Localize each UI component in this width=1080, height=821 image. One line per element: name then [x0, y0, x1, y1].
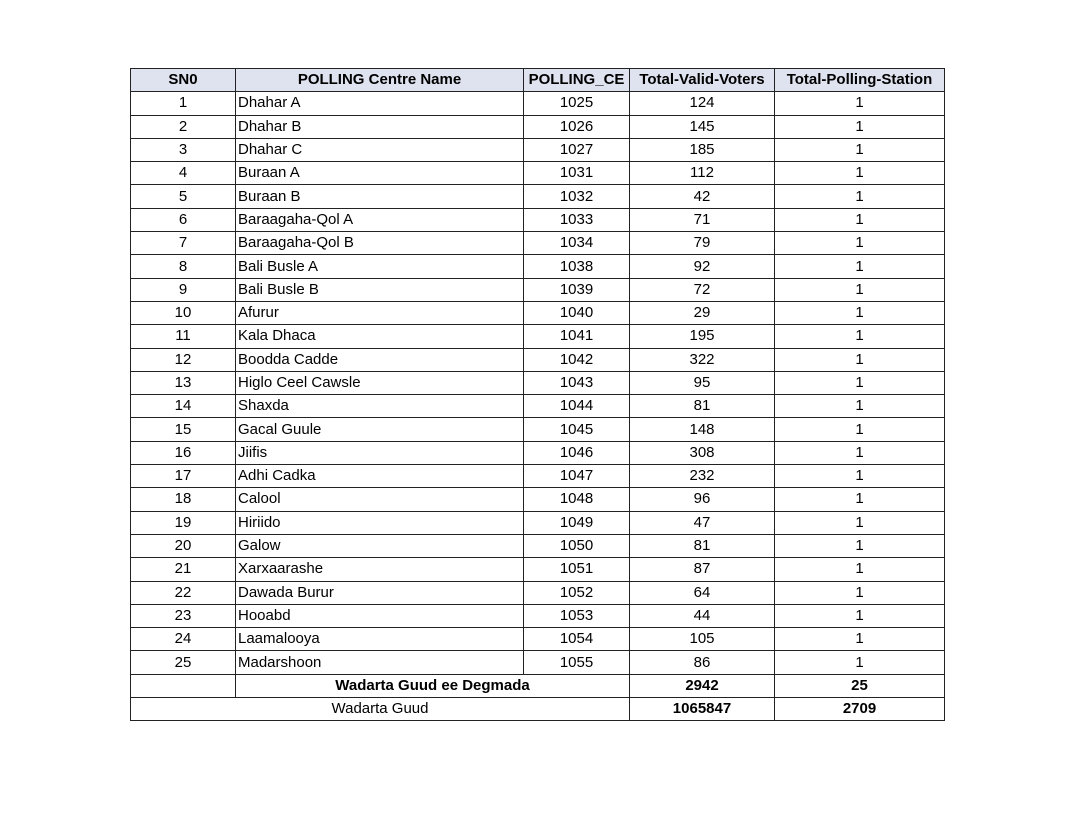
cell-polling-stations: 1 [775, 465, 945, 488]
cell-centre-code: 1049 [524, 511, 630, 534]
cell-valid-voters: 86 [630, 651, 775, 674]
cell-sn: 6 [131, 208, 236, 231]
cell-polling-stations: 1 [775, 301, 945, 324]
cell-centre-code: 1025 [524, 92, 630, 115]
cell-centre-name: Bali Busle B [236, 278, 524, 301]
cell-valid-voters: 322 [630, 348, 775, 371]
cell-polling-stations: 1 [775, 441, 945, 464]
polling-centres-table [130, 68, 945, 721]
cell-valid-voters: 96 [630, 488, 775, 511]
cell-centre-code: 1042 [524, 348, 630, 371]
cell-polling-stations: 1 [775, 371, 945, 394]
cell-sn: 16 [131, 441, 236, 464]
cell-valid-voters: 29 [630, 301, 775, 324]
table-row [131, 395, 945, 418]
header-row [131, 69, 945, 92]
cell-valid-voters: 64 [630, 581, 775, 604]
cell-centre-name: Higlo Ceel Cawsle [236, 371, 524, 394]
cell-centre-name: Jiifis [236, 441, 524, 464]
table-row [131, 348, 945, 371]
cell-valid-voters: 148 [630, 418, 775, 441]
cell-valid-voters: 232 [630, 465, 775, 488]
cell-centre-code: 1054 [524, 628, 630, 651]
cell-centre-code: 1051 [524, 558, 630, 581]
header-centre-code: POLLING_CE [524, 69, 630, 92]
cell-polling-stations: 1 [775, 138, 945, 161]
cell-sn: 4 [131, 162, 236, 185]
table-row [131, 465, 945, 488]
cell-centre-name: Buraan B [236, 185, 524, 208]
cell-centre-name: Dawada Burur [236, 581, 524, 604]
cell-centre-code: 1027 [524, 138, 630, 161]
table-row [131, 232, 945, 255]
cell-valid-voters: 95 [630, 371, 775, 394]
cell-sn: 25 [131, 651, 236, 674]
cell-polling-stations: 1 [775, 604, 945, 627]
cell-sn: 21 [131, 558, 236, 581]
cell-sn: 1 [131, 92, 236, 115]
cell-sn: 22 [131, 581, 236, 604]
cell-centre-code: 1050 [524, 534, 630, 557]
header-sn: SN0 [131, 69, 236, 92]
cell-centre-name: Buraan A [236, 162, 524, 185]
table-row [131, 441, 945, 464]
grand-total-stations: 2709 [775, 698, 945, 721]
table-row [131, 301, 945, 324]
cell-centre-code: 1048 [524, 488, 630, 511]
district-total-voters: 2942 [630, 674, 775, 697]
cell-polling-stations: 1 [775, 278, 945, 301]
cell-centre-code: 1044 [524, 395, 630, 418]
cell-polling-stations: 1 [775, 208, 945, 231]
cell-centre-code: 1046 [524, 441, 630, 464]
cell-centre-code: 1038 [524, 255, 630, 278]
cell-sn: 20 [131, 534, 236, 557]
cell-sn: 13 [131, 371, 236, 394]
cell-centre-name: Madarshoon [236, 651, 524, 674]
district-total-label: Wadarta Guud ee Degmada [236, 674, 630, 697]
cell-valid-voters: 185 [630, 138, 775, 161]
cell-valid-voters: 145 [630, 115, 775, 138]
cell-centre-code: 1040 [524, 301, 630, 324]
cell-centre-code: 1041 [524, 325, 630, 348]
cell-polling-stations: 1 [775, 651, 945, 674]
cell-polling-stations: 1 [775, 558, 945, 581]
cell-valid-voters: 79 [630, 232, 775, 255]
table-row [131, 325, 945, 348]
cell-valid-voters: 124 [630, 92, 775, 115]
header-centre-name: POLLING Centre Name [236, 69, 524, 92]
cell-centre-name: Dhahar A [236, 92, 524, 115]
cell-centre-name: Calool [236, 488, 524, 511]
cell-sn: 3 [131, 138, 236, 161]
cell-centre-name: Xarxaarashe [236, 558, 524, 581]
cell-centre-name: Laamalooya [236, 628, 524, 651]
cell-centre-code: 1055 [524, 651, 630, 674]
cell-polling-stations: 1 [775, 185, 945, 208]
cell-polling-stations: 1 [775, 488, 945, 511]
cell-centre-name: Hiriido [236, 511, 524, 534]
cell-polling-stations: 1 [775, 628, 945, 651]
cell-valid-voters: 92 [630, 255, 775, 278]
cell-polling-stations: 1 [775, 581, 945, 604]
cell-valid-voters: 112 [630, 162, 775, 185]
cell-centre-name: Shaxda [236, 395, 524, 418]
table-row [131, 628, 945, 651]
cell-centre-name: Dhahar C [236, 138, 524, 161]
cell-valid-voters: 81 [630, 395, 775, 418]
cell-sn: 8 [131, 255, 236, 278]
table-row [131, 185, 945, 208]
cell-centre-name: Galow [236, 534, 524, 557]
cell-polling-stations: 1 [775, 325, 945, 348]
table-row [131, 92, 945, 115]
cell-sn: 14 [131, 395, 236, 418]
cell-centre-name: Kala Dhaca [236, 325, 524, 348]
table-row [131, 651, 945, 674]
cell-valid-voters: 42 [630, 185, 775, 208]
cell-centre-code: 1031 [524, 162, 630, 185]
cell-centre-name: Gacal Guule [236, 418, 524, 441]
cell-centre-name: Afurur [236, 301, 524, 324]
cell-centre-name: Hooabd [236, 604, 524, 627]
cell-centre-code: 1033 [524, 208, 630, 231]
cell-centre-name: Baraagaha-Qol A [236, 208, 524, 231]
cell-polling-stations: 1 [775, 92, 945, 115]
cell-centre-name: Baraagaha-Qol B [236, 232, 524, 255]
cell-sn: 9 [131, 278, 236, 301]
grand-total-row [131, 698, 945, 721]
cell-polling-stations: 1 [775, 115, 945, 138]
cell-valid-voters: 81 [630, 534, 775, 557]
cell-sn: 15 [131, 418, 236, 441]
table-row [131, 488, 945, 511]
cell-polling-stations: 1 [775, 255, 945, 278]
district-total-blank [131, 674, 236, 697]
cell-centre-name: Dhahar B [236, 115, 524, 138]
table-row [131, 534, 945, 557]
cell-sn: 12 [131, 348, 236, 371]
cell-sn: 23 [131, 604, 236, 627]
table-row [131, 208, 945, 231]
cell-polling-stations: 1 [775, 534, 945, 557]
cell-sn: 10 [131, 301, 236, 324]
cell-sn: 17 [131, 465, 236, 488]
cell-centre-code: 1026 [524, 115, 630, 138]
cell-polling-stations: 1 [775, 348, 945, 371]
table-row [131, 371, 945, 394]
cell-sn: 5 [131, 185, 236, 208]
table-row [131, 581, 945, 604]
cell-sn: 19 [131, 511, 236, 534]
cell-polling-stations: 1 [775, 232, 945, 255]
cell-centre-code: 1045 [524, 418, 630, 441]
cell-valid-voters: 195 [630, 325, 775, 348]
cell-centre-code: 1047 [524, 465, 630, 488]
header-valid-voters: Total-Valid-Voters [630, 69, 775, 92]
cell-valid-voters: 87 [630, 558, 775, 581]
cell-polling-stations: 1 [775, 418, 945, 441]
header-polling-stations: Total-Polling-Station [775, 69, 945, 92]
cell-sn: 18 [131, 488, 236, 511]
cell-centre-name: Adhi Cadka [236, 465, 524, 488]
cell-centre-code: 1053 [524, 604, 630, 627]
cell-centre-code: 1039 [524, 278, 630, 301]
cell-valid-voters: 308 [630, 441, 775, 464]
table-row [131, 138, 945, 161]
cell-polling-stations: 1 [775, 511, 945, 534]
table-row [131, 604, 945, 627]
cell-polling-stations: 1 [775, 395, 945, 418]
grand-total-label: Wadarta Guud [131, 698, 630, 721]
cell-sn: 24 [131, 628, 236, 651]
table-body [131, 92, 945, 674]
cell-sn: 11 [131, 325, 236, 348]
district-total-stations: 25 [775, 674, 945, 697]
cell-valid-voters: 105 [630, 628, 775, 651]
district-total-row [131, 674, 945, 697]
cell-valid-voters: 72 [630, 278, 775, 301]
cell-valid-voters: 71 [630, 208, 775, 231]
cell-centre-code: 1034 [524, 232, 630, 255]
table-row [131, 418, 945, 441]
cell-centre-code: 1032 [524, 185, 630, 208]
cell-valid-voters: 44 [630, 604, 775, 627]
table-row [131, 115, 945, 138]
table-row [131, 558, 945, 581]
cell-polling-stations: 1 [775, 162, 945, 185]
cell-sn: 2 [131, 115, 236, 138]
table-row [131, 255, 945, 278]
cell-centre-name: Boodda Cadde [236, 348, 524, 371]
cell-centre-code: 1043 [524, 371, 630, 394]
cell-centre-code: 1052 [524, 581, 630, 604]
cell-valid-voters: 47 [630, 511, 775, 534]
table-row [131, 162, 945, 185]
grand-total-voters: 1065847 [630, 698, 775, 721]
cell-sn: 7 [131, 232, 236, 255]
cell-centre-name: Bali Busle A [236, 255, 524, 278]
table-row [131, 278, 945, 301]
table-row [131, 511, 945, 534]
